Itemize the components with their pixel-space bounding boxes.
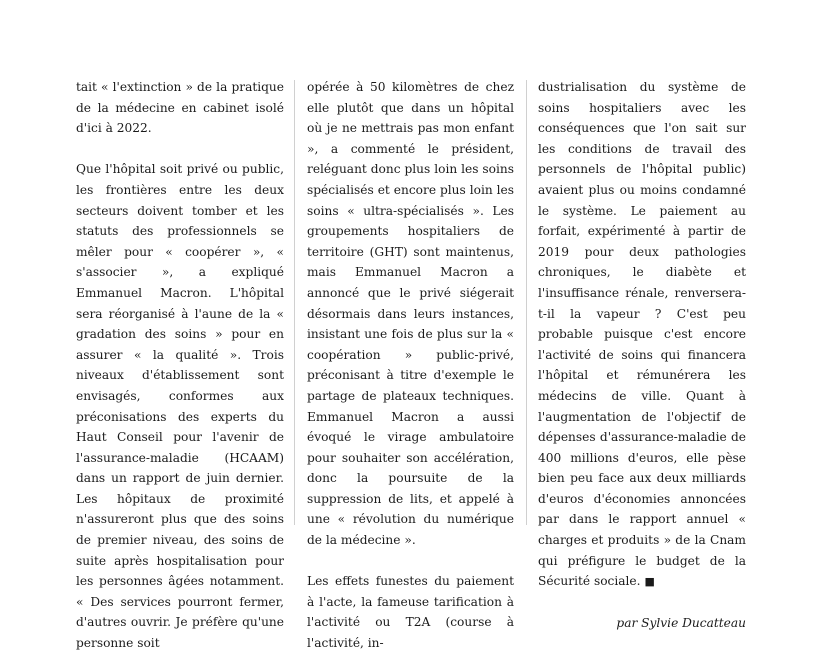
author-byline: par Sylvie Ducatteau xyxy=(616,616,746,631)
article-column-1 xyxy=(76,77,284,654)
end-of-article-mark: ■ xyxy=(644,575,655,589)
paragraph: tait « l'extinction » de la pratique de la médecine en cabinet isolé d'ici à 2022. xyxy=(76,80,284,136)
paragraph: opérée à 50 kilomètres de chez elle plutôt que dans un hôpital où je ne mettrais pas mon enfant », a commenté le président, reléguant donc plus loin les soins spécialisés et encore plus loin les soins « ultra-spécialisés ». Les groupements hospitaliers de territoire (GHT) sont maintenus, mais Emmanuel Macron a annoncé que le privé siégerait désormais dans leurs instances, insistant une fois de plus sur la « coopération » public-privé, préconisant à titre d'exemple le partage de plateaux techniques. Emmanuel Macron a aussi évoqué le virage ambulatoire pour souhaiter son accélération, donc la poursuite de la suppression de lits, et appelé à une « révolution du numérique de la médecine ». xyxy=(307,80,514,548)
paragraph xyxy=(538,77,746,593)
paragraph-text: dustrialisation du système de soins hospitaliers avec les conséquences que l'on sait sur les conditions de travail des personnels de l'hôpital public) avaient plus ou moins condamné le système. Le paiement au forfait, expérimenté à partir de 2019 pour deux pathologies chroniques, le diabète et l'insuffisance rénale, renversera-t-il la vapeur ? C'est peu probable puisque c'est encore l'activité de soins qui financera l'hôpital et rémunérera les médecins de ville. Quant à l'augmentation de l'objectif de dépenses d'assurance-maladie de 400 millions d'euros, elle pèse bien peu face aux deux milliards d'euros d'économies annoncées par dans le rapport annuel « charges et produits » de la Cnam qui préfigure le budget de la Sécurité sociale. xyxy=(538,80,746,589)
article-column-2 xyxy=(307,77,514,654)
column-divider xyxy=(294,80,295,525)
article-column-3 xyxy=(538,77,746,634)
column-divider xyxy=(526,80,527,525)
paragraph: Les effets funestes du paiement à l'acte, la fameuse tarification à l'activité ou T2A (course à l'activité, in- xyxy=(307,574,514,651)
paragraph: Que l'hôpital soit privé ou public, les frontières entre les deux secteurs doivent tomber et les statuts des professionnels se mêler pour « coopérer », « s'associer », a expliqué Emmanuel Macron. L'hôpital sera réorganisé à l'aune de la « gradation des soins » pour en assurer « la qualité ». Trois niveaux d'établissement sont envisagés, conformes aux préconisations des experts du Haut Conseil pour l'avenir de l'assurance-maladie (HCAAM) dans un rapport de juin dernier. Les hôpitaux de proximité n'assureront plus que des soins de premier niveau, des soins de suite après hospitalisation pour les personnes âgées notamment. « Des services pourront fermer, d'autres ouvrir. Je préfère qu'une personne soit xyxy=(76,162,284,651)
